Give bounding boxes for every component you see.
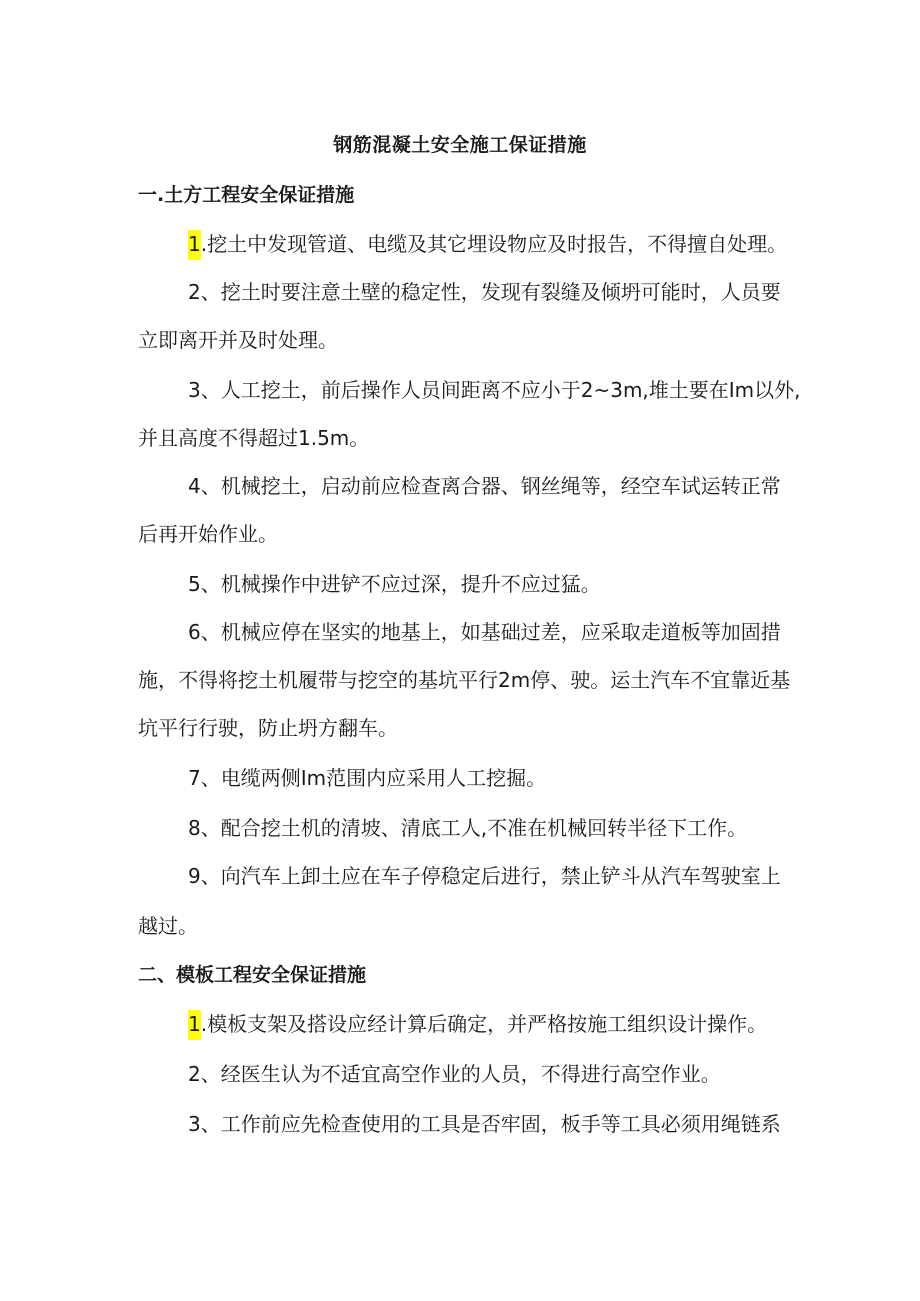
document-title: 钢筋混凝土安全施工保证措施 xyxy=(333,134,587,156)
list-item: 4、机械挖土，启动前应检查离合器、钢丝绳等，经空车试运转正常 xyxy=(188,474,781,498)
list-item-continuation: 坑平行行驶，防止坍方翻车。 xyxy=(138,716,398,740)
list-item-continuation: 并且高度不得超过1.5m。 xyxy=(138,426,370,450)
list-item: 6、机械应停在坚实的地基上，如基础过差，应采取走道板等加固措 xyxy=(188,620,781,644)
list-item: 8、配合挖土机的清坡、清底工人,不准在机械回转半径下工作。 xyxy=(188,816,748,840)
list-item-continuation: 越过。 xyxy=(138,914,198,938)
list-item: 3、工作前应先检查使用的工具是否牢固，板手等工具必须用绳链系 xyxy=(188,1112,781,1136)
list-item: 3、人工挖土，前后操作人员间距离不应小于2~3m,堆土要在Im以外, xyxy=(188,378,801,402)
list-item: 5、机械操作中进铲不应过深，提升不应过猛。 xyxy=(188,572,601,596)
list-item: 1.模板支架及搭设应经计算后确定，并严格按施工组织设计操作。 xyxy=(188,1008,767,1037)
list-item: 1.挖土中发现管道、电缆及其它埋设物应及时报告，不得擅自处理。 xyxy=(188,228,787,257)
highlighted-number: 1 xyxy=(188,230,201,260)
section-heading-formwork: 二、模板工程安全保证措施 xyxy=(138,964,367,986)
highlighted-number: 1 xyxy=(188,1010,201,1040)
section-heading-earthwork: 一.土方工程安全保证措施 xyxy=(138,184,355,206)
list-item: 9、向汽车上卸土应在车子停稳定后进行，禁止铲斗从汽车驾驶室上 xyxy=(188,864,781,888)
list-item-continuation: 后再开始作业。 xyxy=(138,522,278,546)
list-item-continuation: 立即离开并及时处理。 xyxy=(138,328,338,352)
list-item: 2、经医生认为不适宜高空作业的人员，不得进行高空作业。 xyxy=(188,1062,721,1086)
list-item: 7、电缆两侧Im范围内应采用人工挖掘。 xyxy=(188,766,547,790)
list-item: 2、挖土时要注意土壁的稳定性，发现有裂缝及倾坍可能时，人员要 xyxy=(188,280,781,304)
list-item-continuation: 施，不得将挖土机履带与挖空的基坑平行2m停、驶。运土汽车不宜靠近基 xyxy=(138,668,791,692)
